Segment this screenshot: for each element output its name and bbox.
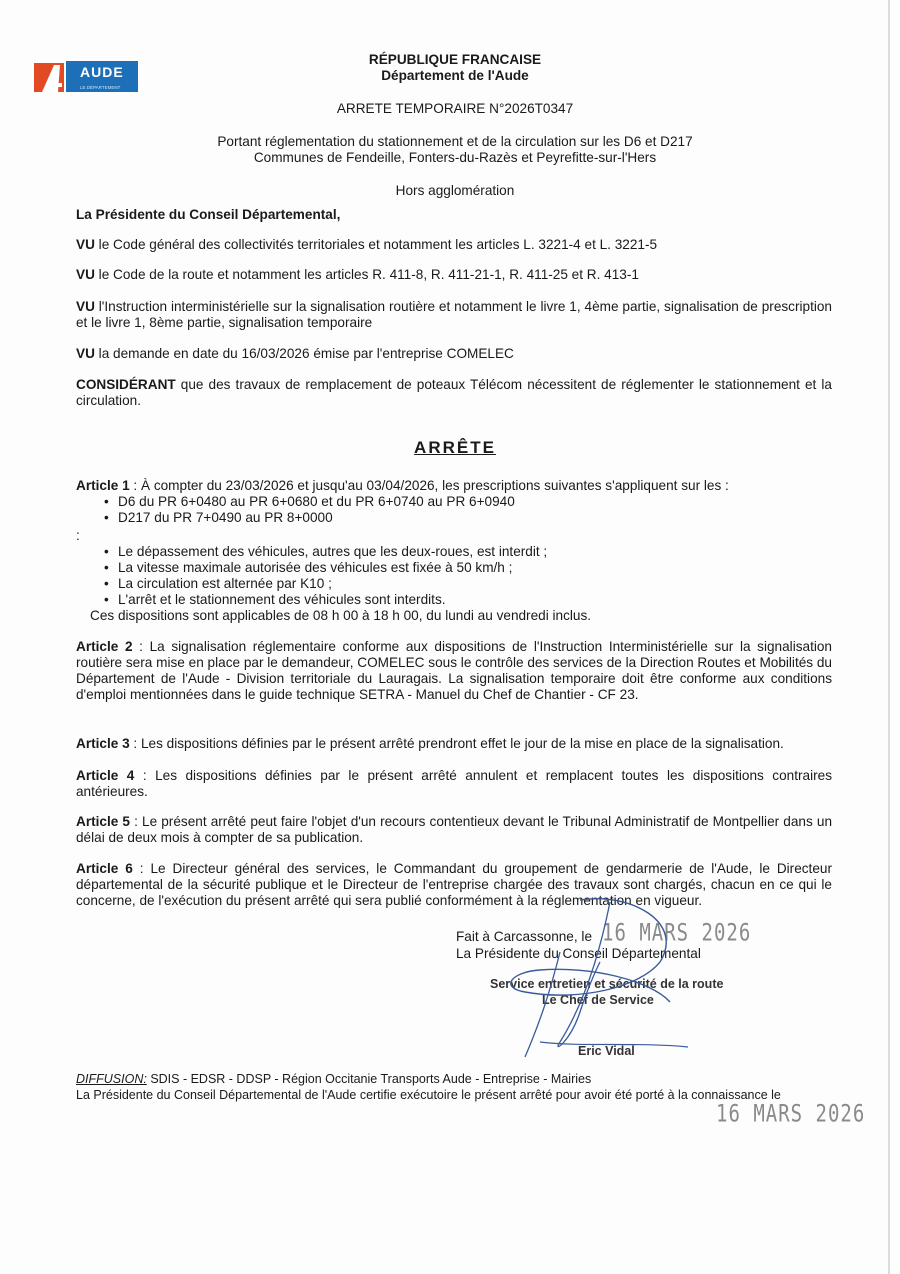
article-text: : Les dispositions définies par le présent arrêté prendront effet le jour de la mise en place de la signalisation. xyxy=(129,736,784,751)
vu-label: VU xyxy=(76,267,95,282)
subject-line-2: Communes de Fendeille, Fonters-du-Razès et Peyrefitte-sur-l'Hers xyxy=(253,150,657,165)
service-name: Service entretien et sécurité de la route xyxy=(490,977,724,991)
vu-paragraph-1 xyxy=(76,237,832,253)
list-item: • La circulation est alternée par K10 ; xyxy=(104,576,547,592)
signatory-name: Eric Vidal xyxy=(578,1044,635,1058)
list-item: • Le dépassement des véhicules, autres que les deux-roues, est interdit ; xyxy=(104,544,547,560)
considerant-paragraph xyxy=(76,377,832,409)
list-item: • D6 du PR 6+0480 au PR 6+0680 et du PR 6+0740 au PR 6+0940 xyxy=(104,494,515,510)
arrete-title: ARRÊTE xyxy=(414,438,496,457)
vu-text: le Code de la route et notamment les articles R. 411-8, R. 411-21-1, R. 411-25 et R. 413-1 xyxy=(94,267,639,282)
republic-title: RÉPUBLIQUE FRANCAISE xyxy=(368,52,542,67)
article-label: Article 1 xyxy=(76,478,130,493)
article-text: : À compter du 23/03/2026 et jusqu'au 03/04/2026, les prescriptions suivantes s'appliquent sur les : xyxy=(129,478,729,493)
article-1-intro xyxy=(76,478,832,494)
considerant-text: que des travaux de remplacement de poteaux Télécom nécessitent de réglementer le stationnement et la circulation. xyxy=(76,377,832,408)
vu-text: la demande en date du 16/03/2026 émise par l'entreprise COMELEC xyxy=(94,346,514,361)
vu-label: VU xyxy=(76,299,95,314)
logo-text: AUDE xyxy=(80,64,124,80)
article-1-hours: Ces dispositions sont applicables de 08 h 00 à 18 h 00, du lundi au vendredi inclus. xyxy=(90,608,592,623)
vu-paragraph-2 xyxy=(76,267,832,283)
vu-label: VU xyxy=(76,346,95,361)
subject-line-1: Portant réglementation du stationnement et de la circulation sur les D6 et D217 xyxy=(217,134,693,149)
signature-place: Fait à Carcassonne, le xyxy=(456,929,593,944)
article-text: : Le présent arrêté peut faire l'objet d'un recours contentieux devant le Tribunal Administratif de Montpellier dans un délai de deux mois à compter de sa publication. xyxy=(76,814,832,845)
article-6 xyxy=(76,861,832,909)
service-chief: Le Chef de Service xyxy=(542,993,654,1007)
article-1-colon: : xyxy=(76,528,80,543)
list-item: • D217 du PR 7+0490 au PR 8+0000 xyxy=(104,510,515,526)
article-label: Article 6 xyxy=(76,861,133,876)
vu-text: le Code général des collectivités territoriales et notamment les articles L. 3221-4 et L. 3221-5 xyxy=(94,237,658,252)
department-title: Département de l'Aude xyxy=(381,68,529,83)
article-3 xyxy=(76,736,832,752)
article-1-rules-list xyxy=(104,544,547,608)
diffusion-label: DIFFUSION: xyxy=(76,1072,147,1086)
article-1-roads-list xyxy=(104,494,515,526)
article-text: : Le Directeur général des services, le Commandant du groupement de gendarmerie de l'Aude, le Directeur départemental de la sécurité publique et le Directeur de l'entreprise chargée des travaux sont chargés, chacun en ce qui le concerne, de l'exécution du présent arrêté qui sera publié conformément à la réglementation en vigueur. xyxy=(76,861,832,908)
handwritten-signature xyxy=(500,892,700,1082)
certification-line: La Présidente du Conseil Départemental de l'Aude certifie exécutoire le présent arrêté pour avoir été porté à la connaissance le xyxy=(76,1088,781,1102)
signature-title: La Présidente du Conseil Départemental xyxy=(456,946,701,961)
list-item: • La vitesse maximale autorisée des véhicules est fixée à 50 km/h ; xyxy=(104,560,547,576)
article-label: Article 2 xyxy=(76,639,133,654)
article-5 xyxy=(76,814,832,846)
vu-paragraph-4 xyxy=(76,346,832,362)
certification-date-stamp: 16 MARS 2026 xyxy=(716,1100,866,1128)
president-heading: La Présidente du Conseil Départemental, xyxy=(76,207,341,222)
article-text: : Les dispositions définies par le présent arrêté annulent et remplacent toutes les dispositions contraires antérieures. xyxy=(76,768,832,799)
diffusion-line xyxy=(76,1071,591,1087)
vu-text: l'Instruction interministérielle sur la signalisation routière et notamment le livre 1, 4ème partie, signalisation de prescription et le livre 1, 8ème partie, signalisation temporaire xyxy=(76,299,832,330)
article-label: Article 4 xyxy=(76,768,135,783)
date-stamp: 16 MARS 2026 xyxy=(602,919,752,947)
article-label: Article 3 xyxy=(76,736,130,751)
article-label: Article 5 xyxy=(76,814,130,829)
article-4 xyxy=(76,768,832,800)
diffusion-text: SDIS - EDSR - DDSP - Région Occitanie Transports Aude - Entreprise - Mairies xyxy=(146,1072,592,1086)
article-text: : La signalisation réglementaire conforme aux dispositions de l'Instruction Interministérielle sur la signalisation routière sera mise en place par le demandeur, COMELEC sous le contrôle des services de la Direction Routes et Mobilités du Département de l'Aude - Division territoriale du Lauragais. La signalisation temporaire doit être conforme aux conditions d'emploi mentionnées dans le guide technique SETRA - Manuel du Chef de Chantier - CF 23. xyxy=(76,639,832,702)
location-note: Hors agglomération xyxy=(395,183,515,198)
article-2 xyxy=(76,639,832,703)
considerant-label: CONSIDÉRANT xyxy=(76,377,176,392)
logo-subtext: LE DÉPARTEMENT xyxy=(80,85,121,90)
list-item: • L'arrêt et le stationnement des véhicules sont interdits. xyxy=(104,592,547,608)
vu-label: VU xyxy=(76,237,95,252)
vu-paragraph-3 xyxy=(76,299,832,331)
decree-number: ARRETE TEMPORAIRE N°2026T0347 xyxy=(336,101,574,116)
